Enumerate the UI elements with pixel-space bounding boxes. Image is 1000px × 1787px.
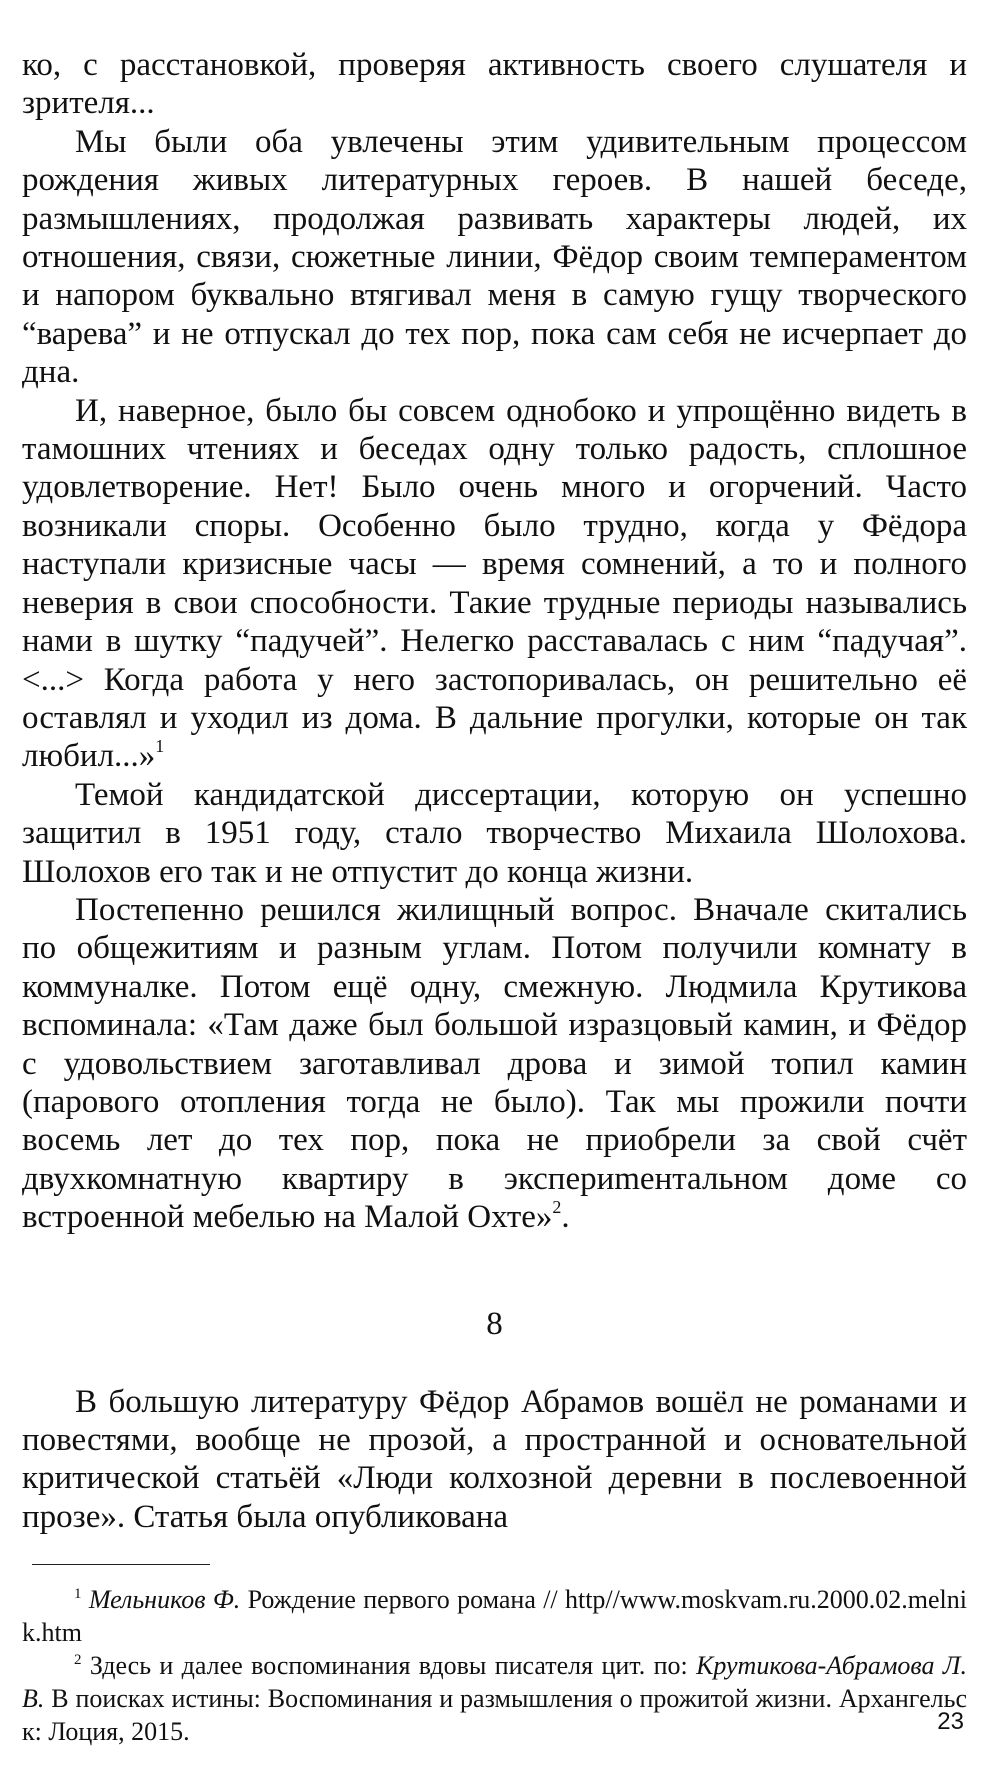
paragraph-text: Мы были оба увлечены этим удивительным процессом рождения живых литературных героев. В нашей беседе, размышлениях, продолжая развивать характеры людей, их отношения, связи, сюжетные линии, Фёдор своим темпераментом и напором буквально втягивал меня в самую гущу творческого “варева” и не отпускал до тех пор, пока сам себя не исчерпает до дна. bbox=[22, 123, 967, 391]
footnote-ref-1[interactable]: 1 bbox=[155, 736, 165, 757]
footnote-ref-2[interactable]: 2 bbox=[552, 1197, 562, 1218]
paragraph: Постепенно решился жилищный вопрос. Вначале скитались по общежитиям и разным углам. Потом получили комнату в коммуналке. Потом ещё одну, смежную. Людмила Крутикова вспоминала: «Там даже был большой изразцовый камин, и Фёдор с удовольствием заготавливал дрова и зимой топил камин (парового отопления тогда не было). Так мы прожили почти восемь лет до тех пор, пока не приобрели за свой счёт двухкомнатную квартиру в экспериmентальном доме со встроенной мебелью на Малой Охте»$^2$. bbox=[22, 891, 967, 1236]
footnote-marker: 1 bbox=[74, 1586, 82, 1603]
paragraph-text: ко, с расстановкой, проверяя активность своего слушателя и зрителя... bbox=[22, 47, 967, 122]
paragraph-text: И, наверное, было бы совсем однобоко и упрощённо видеть в тамошних чтениях и беседах одну только радость, сплошное удовлетворение. Нет! Было очень много и огорчений. Часто возникали споры. Особенно было трудно, когда у Фёдора наступали кризисные часы — время сомнений, а то и полного неверия в свои способности. Такие трудные периоды назывались нами в шутку “падучей”. Нелегко расставалась с ним “падучая”. <...> Когда работа у него застопоривалась, он решительно её оставлял и уходил из дома. В дальние прогулки, которые он так любил...» bbox=[22, 392, 967, 775]
paragraph-continuation bbox=[22, 46, 967, 123]
paragraph bbox=[22, 123, 967, 392]
page-number: 23 bbox=[937, 1708, 964, 1735]
footnote-text: Рождение первого романа // http//www.moskvam.ru.2000.02.melnik.htm bbox=[22, 1585, 967, 1648]
paragraph bbox=[22, 776, 967, 891]
footnote-divider bbox=[32, 1564, 210, 1565]
footnote-2 bbox=[22, 1649, 967, 1748]
footnote-author: Мельников Ф. bbox=[88, 1585, 241, 1615]
section-text bbox=[22, 1383, 967, 1537]
footnote-1 bbox=[22, 1583, 967, 1649]
footnotes bbox=[22, 1583, 967, 1748]
main-text bbox=[22, 46, 967, 1237]
footnote-text: В поисках истины: Воспоминания и размышления о прожитой жизни. Архангельск: Лоция, 2015. bbox=[22, 1684, 967, 1747]
page-content bbox=[22, 46, 967, 1748]
paragraph-text: Постепенно решился жилищный вопрос. Вначале скитались по общежитиям и разным углам. Потом получили комнату в коммуналке. Потом ещё одну, смежную. Людмила Крутикова вспоминала: «Там даже был большой изразцовый камин, и Фёдор с удовольствием заготавливал дрова и зимой топил камин (парового отопления тогда не было). Так мы прожили почти восемь лет до тех пор, пока не приобрели за свой счёт двухкомнатную квартиру в экспериmентальном доме со встроенной мебелью на Малой Охте» bbox=[22, 891, 967, 1236]
paragraph-text: Темой кандидатской диссертации, которую он успешно защитил в 1951 году, стало творчество Михаила Шолохова. Шолохов его так и не отпустит до конца жизни. bbox=[22, 776, 967, 890]
paragraph bbox=[22, 1383, 967, 1537]
footnote-marker: 2 bbox=[74, 1652, 82, 1669]
section-heading: 8 bbox=[486, 1305, 503, 1342]
footnote-lead: Здесь и далее воспоминания вдовы писателя цит. по: bbox=[81, 1651, 697, 1681]
paragraph-text: В большую литературу Фёдор Абрамов вошёл не романами и повестями, вообще не прозой, а пространной и основательной критической статьёй «Люди колхозной деревни в послевоенной прозе». Статья была опубликована bbox=[22, 1383, 967, 1535]
footnote-author: Крутикова-Абрамова Л. В. bbox=[22, 1651, 967, 1714]
paragraph bbox=[22, 392, 967, 776]
